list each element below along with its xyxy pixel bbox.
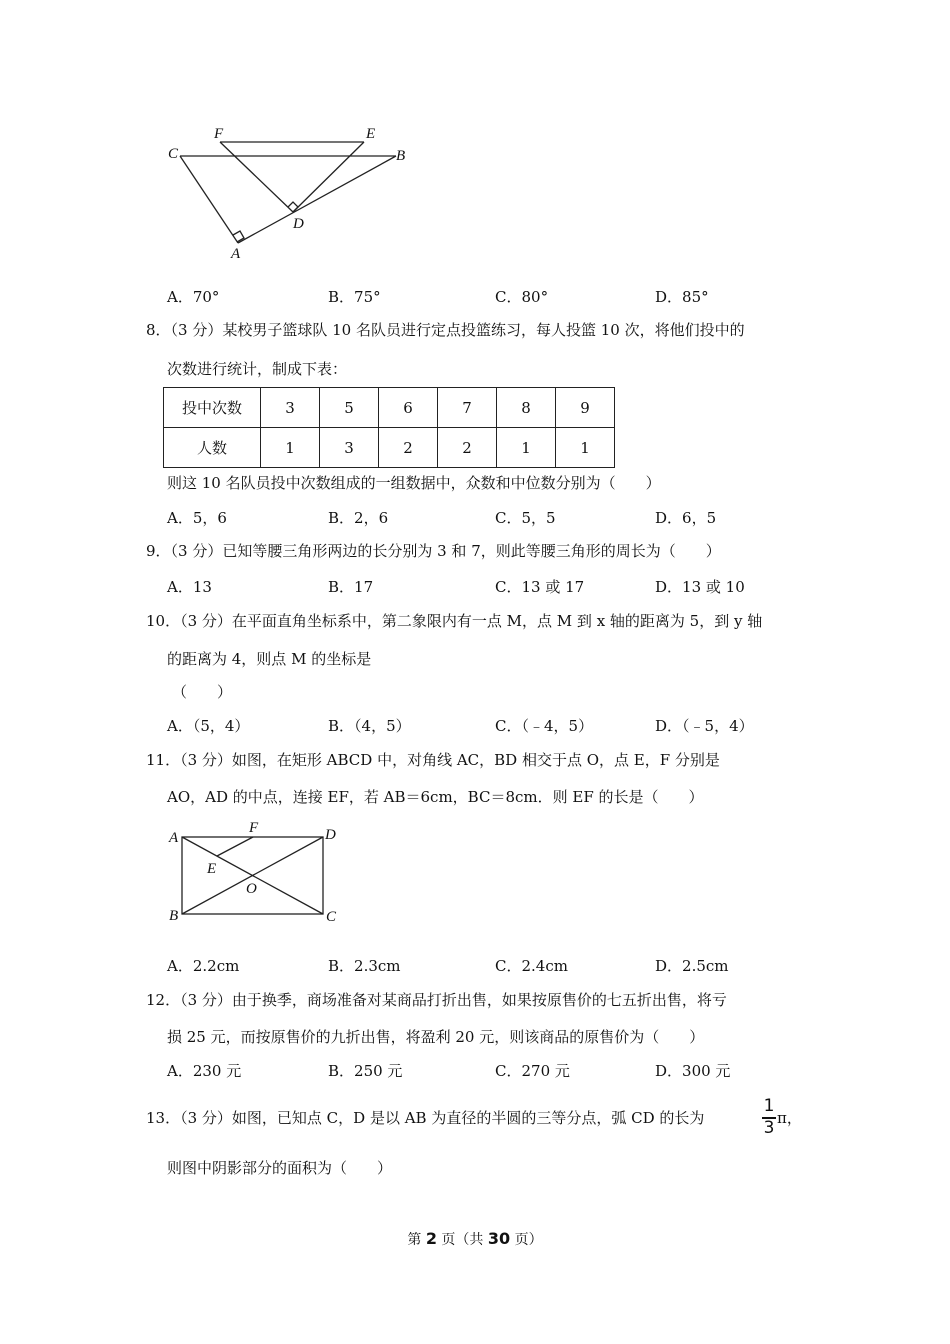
q9-option-b[interactable]: B．17: [328, 578, 374, 596]
table-cell: 2: [438, 428, 497, 468]
table-row: [164, 428, 615, 468]
table-header-cell: 人数: [164, 428, 261, 468]
q12-stem-line2: 损 25 元，而按原售价的九折出售，将盈利 20 元，则该商品的原售价为（ ）: [167, 1028, 705, 1046]
table-cell: 7: [438, 388, 497, 428]
label-a: A: [231, 246, 241, 262]
table-cell: 6: [379, 388, 438, 428]
q9-option-a[interactable]: A．13: [167, 578, 212, 596]
q12-stem-line1: 12．（3 分）由于换季，商场准备对某商品打折出售，如果按原售价的七五折出售，将亏: [146, 991, 727, 1009]
line-ed: [293, 142, 364, 212]
q13-pi: π，: [777, 1109, 802, 1127]
q9-stem: 9．（3 分）已知等腰三角形两边的长分别为 3 和 7，则此等腰三角形的周长为（ ）: [146, 542, 721, 560]
line-ab: [238, 156, 396, 243]
q12-option-b[interactable]: B．250 元: [328, 1062, 403, 1080]
q9-option-c[interactable]: C．13 或 17: [495, 578, 585, 596]
q11-option-b[interactable]: B．2.3cm: [328, 957, 401, 975]
table-cell: 1: [497, 428, 556, 468]
q12-option-a[interactable]: A．230 元: [167, 1062, 242, 1080]
q13-stem-line1: 13．（3 分）如图，已知点 C，D 是以 AB 为直径的半圆的三等分点，弧 CD 的长为: [146, 1109, 705, 1127]
footer-total-pages: 30: [487, 1229, 511, 1248]
label-e: E: [207, 861, 217, 877]
label-c: C: [326, 909, 337, 925]
q7-option-b[interactable]: B．75°: [328, 288, 381, 306]
q11-stem-line1: 11．（3 分）如图，在矩形 ABCD 中，对角线 AC，BD 相交于点 O，点 E，F 分别是: [146, 751, 720, 769]
q7-figure: [160, 120, 420, 270]
table-cell: 3: [320, 428, 379, 468]
label-b: B: [396, 148, 406, 164]
q11-figure: [165, 815, 355, 930]
table-header-cell: 投中次数: [164, 388, 261, 428]
label-e: E: [366, 126, 376, 142]
q11-option-c[interactable]: C．2.4cm: [495, 957, 568, 975]
line-ca: [180, 156, 238, 243]
q8-option-a[interactable]: A．5，6: [167, 509, 227, 527]
q12-option-d[interactable]: D．300 元: [655, 1062, 731, 1080]
q8-option-d[interactable]: D．6，5: [655, 509, 717, 527]
label-d: D: [325, 827, 336, 843]
table-cell: 5: [320, 388, 379, 428]
footer-suffix: 页）: [510, 1232, 543, 1248]
q10-answer-blank: （ ）: [172, 683, 233, 701]
table-cell: 3: [261, 388, 320, 428]
table-cell: 1: [556, 428, 615, 468]
q13-stem-line2: 则图中阴影部分的面积为（ ）: [167, 1159, 393, 1177]
label-f: F: [214, 126, 224, 142]
q8-table: [163, 387, 615, 468]
footer-prefix: 第: [407, 1232, 426, 1248]
q10-stem-line1: 10．（3 分）在平面直角坐标系中，第二象限内有一点 M，点 M 到 x 轴的距离为 5，到 y 轴: [146, 612, 763, 630]
q10-stem-line2: 的距离为 4，则点 M 的坐标是: [167, 650, 372, 668]
q11-stem-line2: AO，AD 的中点，连接 EF，若 AB＝6cm，BC＝8cm．则 EF 的长是（ ）: [167, 788, 704, 806]
q8-option-b[interactable]: B．2，6: [328, 509, 389, 527]
fraction-numerator: 1: [763, 1096, 775, 1116]
label-b: B: [169, 908, 179, 924]
q11-option-d[interactable]: D．2.5cm: [655, 957, 729, 975]
segment-ef: [217, 837, 253, 856]
label-a: A: [169, 830, 179, 846]
q7-option-d[interactable]: D．85°: [655, 288, 709, 306]
q10-option-b[interactable]: B．（4，5）: [328, 717, 411, 735]
q8-option-c[interactable]: C．5，5: [495, 509, 556, 527]
table-cell: 8: [497, 388, 556, 428]
line-fd: [220, 142, 293, 212]
table-cell: 9: [556, 388, 615, 428]
fraction-one-third: [762, 1096, 776, 1140]
table-cell: 2: [379, 428, 438, 468]
q12-option-c[interactable]: C．270 元: [495, 1062, 570, 1080]
label-c: C: [168, 146, 179, 162]
footer-page-number: 2: [425, 1229, 437, 1248]
q10-option-a[interactable]: A．（5，4）: [167, 717, 250, 735]
q11-option-a[interactable]: A．2.2cm: [167, 957, 240, 975]
q10-option-c[interactable]: C．（﹣4，5）: [495, 717, 594, 735]
table-row: [164, 388, 615, 428]
table-cell: 1: [261, 428, 320, 468]
fraction-denominator: 3: [763, 1118, 775, 1138]
q10-option-d[interactable]: D．（﹣5，4）: [655, 717, 754, 735]
label-f: F: [249, 820, 259, 836]
label-o: O: [246, 881, 257, 897]
q9-option-d[interactable]: D．13 或 10: [655, 578, 745, 596]
q7-option-a[interactable]: A．70°: [167, 288, 220, 306]
q8-stem-line2: 次数进行统计，制成下表：: [167, 360, 348, 378]
q7-option-c[interactable]: C．80°: [495, 288, 549, 306]
q8-question: 则这 10 名队员投中次数组成的一组数据中，众数和中位数分别为（ ）: [167, 474, 661, 492]
page-footer: [0, 1229, 950, 1249]
q8-stem-line1: 8．（3 分）某校男子篮球队 10 名队员进行定点投篮练习，每人投篮 10 次，将他们投中的: [146, 321, 745, 339]
footer-middle: 页（共: [436, 1232, 488, 1248]
label-d: D: [293, 216, 304, 232]
